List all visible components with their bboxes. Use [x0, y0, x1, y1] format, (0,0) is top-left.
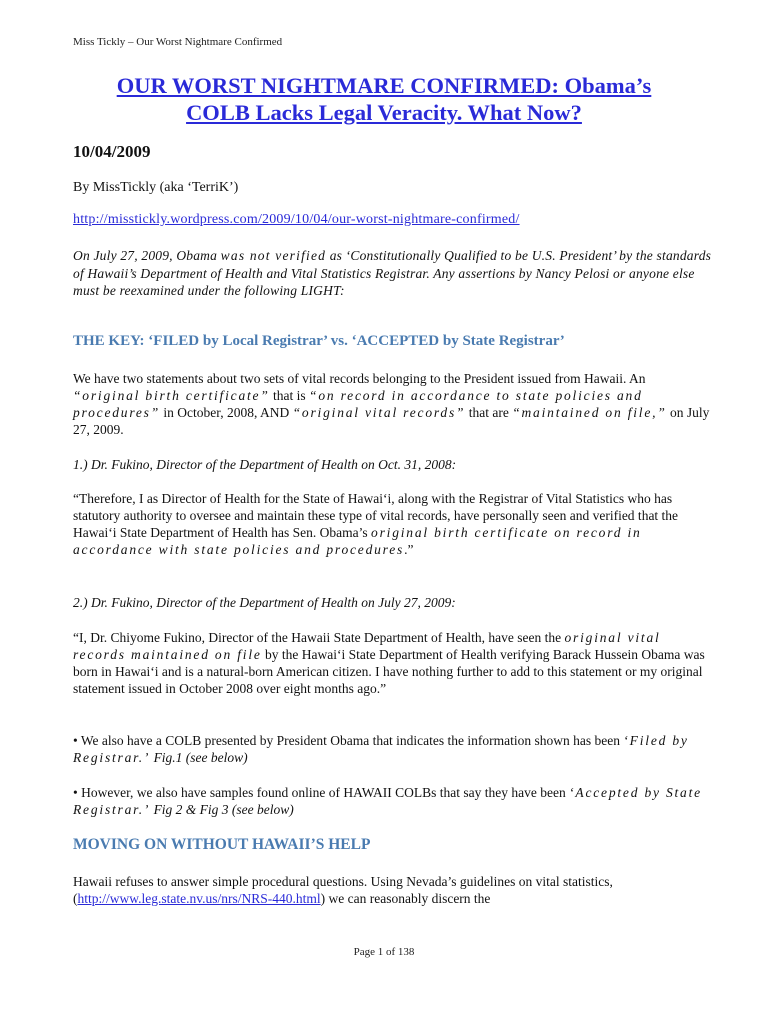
- quote1-label: 1.) Dr. Fukino, Director of the Department of Health on Oct. 31, 2008:: [73, 457, 457, 472]
- last-text-a: Hawaii refuses to answer simple procedural questions. Using Nevada’s guidelines on vital statistics, (: [73, 874, 613, 906]
- para1-emphasis-h: “maintained on file,”: [512, 405, 667, 420]
- quote1-emphasis: original birth certificate on record in accordance with state policies and procedures: [73, 525, 642, 557]
- bullet1-text-c: Fig.1 (see below): [150, 750, 248, 765]
- section-heading-key: THE KEY: ‘FILED by Local Registrar’ vs. ‘ACCEPTED by State Registrar’: [73, 333, 565, 349]
- page-number: Page 1 of 138: [353, 946, 415, 958]
- intro-text-c: as ‘Constitutionally Qualified to be U.S. President’ by the standards of Hawaii’s Department of Health and Vital Statistics Registrar. Any assertions by Nancy Pelosi or anyone else must be reexamined under the following LIGHT:: [73, 248, 712, 298]
- running-header: Miss Tickly – Our Worst Nightmare Confirmed: [73, 36, 283, 48]
- para1-text-a: We have two statements about two sets of vital records belonging to the President issued from Hawaii. An: [73, 371, 646, 386]
- quote1-paragraph: [73, 490, 713, 558]
- intro-paragraph: [73, 247, 713, 300]
- intro-emphasis: was not verified: [220, 248, 327, 263]
- source-url-link[interactable]: http://misstickly.wordpress.com/2009/10/04/our-worst-nightmare-confirmed/: [73, 212, 520, 227]
- bullet1-text-a: • We also have a COLB presented by President Obama that indicates the information shown has been: [73, 733, 624, 748]
- bullet-accepted-by-state-registrar: [73, 784, 713, 818]
- two-statements-paragraph: [73, 370, 713, 438]
- quote2-paragraph: [73, 629, 713, 697]
- quote1-text-a: “Therefore, I as Director of Health for the State of Hawai‘i, along with the Registrar of Vital Statistics who has statutory authority to oversee and maintain these type of vital records, have personally seen and verified that the Hawai‘i State Department of Health has Sen. Obama’s: [73, 491, 679, 540]
- para1-text-e: in October, 2008, AND: [160, 405, 293, 420]
- para1-emphasis-f: “original vital records”: [292, 405, 466, 420]
- nevada-statute-link[interactable]: http://www.leg.state.nv.us/nrs/NRS-440.html: [77, 891, 321, 906]
- nevada-guidelines-paragraph: [73, 873, 713, 907]
- quote2-emphasis: original vital records maintained on file: [73, 630, 661, 662]
- bullet2-text-a: • However, we also have samples found online of HAWAII COLBs that say they have been: [73, 785, 570, 800]
- post-date: 10/04/2009: [73, 142, 151, 161]
- quote2-label: 2.) Dr. Fukino, Director of the Department of Health on July 27, 2009:: [73, 595, 456, 610]
- intro-text-a: On July 27, 2009, Obama: [73, 248, 221, 263]
- para1-emphasis-d: “on record in accordance to state policies and procedures”: [73, 388, 643, 420]
- last-text-c: ) we can reasonably discern the: [320, 891, 491, 906]
- bullet1-emphasis: ‘Filed by Registrar.’: [73, 733, 689, 765]
- title-line-2: COLB Lacks Legal Veracity. What Now?: [186, 100, 582, 125]
- title-line-1: OUR WORST NIGHTMARE CONFIRMED: Obama’s: [116, 73, 652, 98]
- article-title: [60, 72, 708, 126]
- section-heading-moving-on: MOVING ON WITHOUT HAWAII’S HELP: [73, 836, 371, 853]
- quote1-text-c: .”: [404, 542, 414, 557]
- bullet2-emphasis: ‘Accepted by State Registrar.’: [73, 785, 702, 817]
- para1-text-i: on July 27, 2009.: [73, 405, 710, 437]
- bullet-filed-by-registrar: [73, 732, 713, 766]
- quote2-text-c: by the Hawai‘i State Department of Health verifying Barack Hussein Obama was born in Hawai‘i and is a natural-born American citizen. I have nothing further to add to this statement or my original statement issued in October 2008 over eight months ago.”: [73, 647, 705, 696]
- article-title-link[interactable]: [117, 73, 652, 125]
- bullet2-text-c: Fig 2 & Fig 3 (see below): [150, 802, 294, 817]
- quote2-text-a: “I, Dr. Chiyome Fukino, Director of the Hawaii State Department of Health, have seen the: [73, 630, 565, 645]
- para1-emphasis-b: “original birth certificate”: [73, 388, 270, 403]
- para1-text-c: that is: [269, 388, 310, 403]
- byline: By MissTickly (aka ‘TerriK’): [73, 180, 239, 195]
- para1-text-g: that are: [465, 405, 513, 420]
